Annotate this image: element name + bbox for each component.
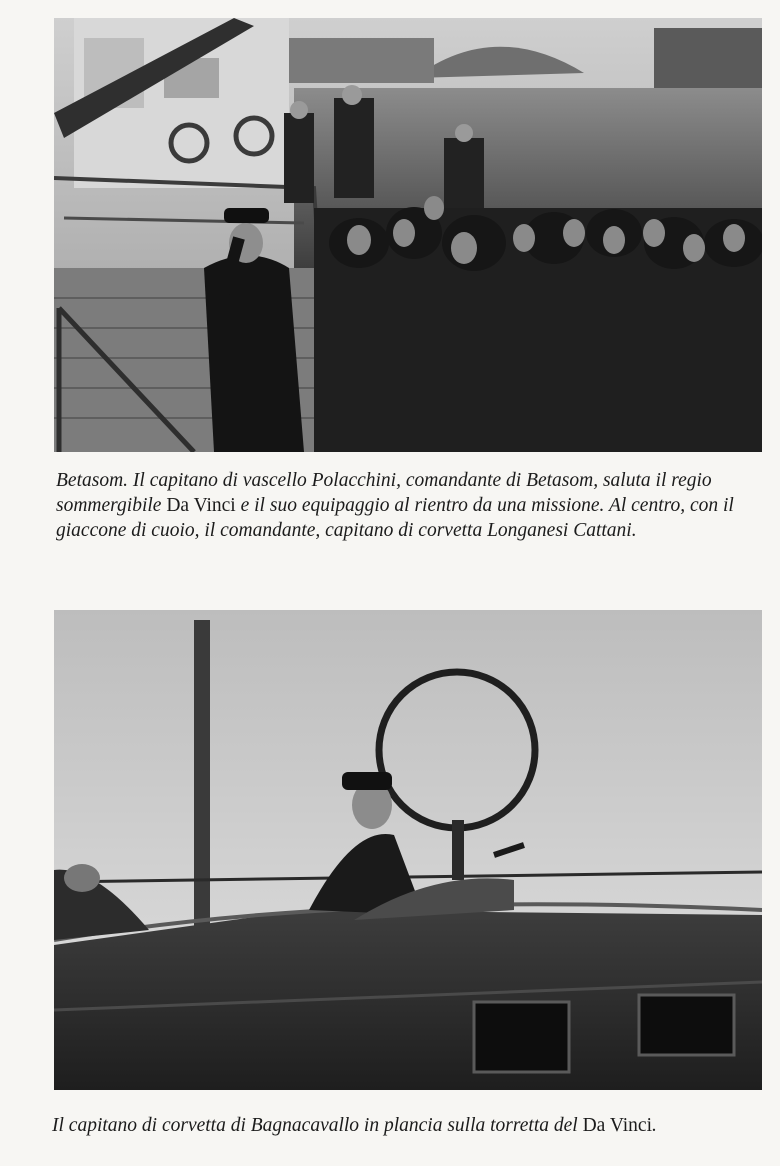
caption-conning-tower	[52, 1113, 767, 1138]
caption-top-text-2: e il suo equipaggio al rientro da una missione. Al centro, con il giaccone di cuoio, il comandante, capitano di corvetta Longanesi Cattani.	[56, 495, 734, 541]
caption-bottom-text-2: .	[652, 1115, 657, 1136]
photo-betasom-crew	[54, 18, 762, 452]
photo-betasom-crew-image	[54, 18, 762, 452]
caption-top-text-1: Betasom. Il capitano di vascello Polacchini, comandante di Betasom, saluta il regio sommergibile	[56, 470, 712, 516]
caption-top-ship-name: Da Vinci	[166, 495, 236, 516]
caption-bottom-ship-name: Da Vinci	[582, 1115, 652, 1136]
caption-betasom-crew	[56, 468, 756, 543]
caption-bottom-text-1: Il capitano di corvetta di Bagnacavallo in plancia sulla torretta del	[52, 1115, 583, 1136]
photo-conning-tower-image	[54, 610, 762, 1090]
photo-conning-tower	[54, 610, 762, 1090]
